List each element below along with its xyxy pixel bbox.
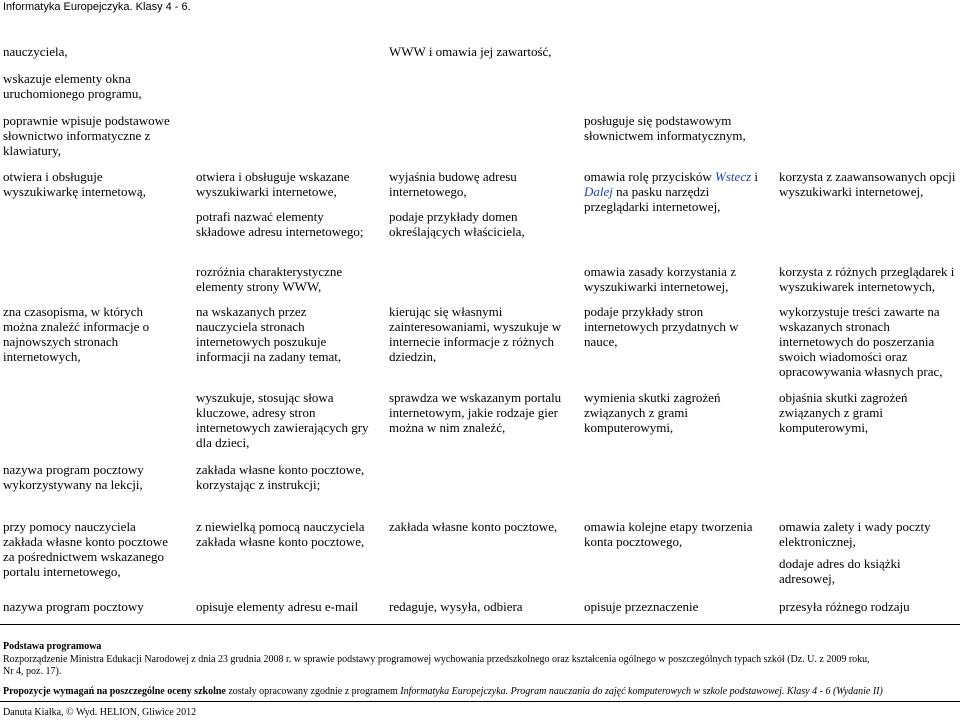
document-header: Informatyka Europejczyka. Klasy 4 - 6.	[3, 1, 191, 13]
req-col3-3: podaje przykłady domen określających właściciela,	[389, 209, 525, 239]
req-col2-7: z niewielką pomocą nauczyciela zakłada własne konto pocztowe,	[196, 519, 365, 549]
footer-regulation-2: Nr 4, poz. 17).	[3, 666, 62, 677]
req-col3-7: redaguje, wysyła, odbiera	[389, 599, 523, 614]
req-col1-2: wskazuje elementy okna uruchomionego programu,	[3, 71, 142, 101]
req-col1-5: zna czasopisma, w których można znaleźć informacje o najnowszych stronach internetowych,	[3, 304, 150, 364]
req-col4-2-post: na pasku narzędzi przeglądarki internetowej,	[584, 184, 721, 214]
req-col5-7: przesyła różnego rodzaju	[779, 599, 910, 614]
req-col1-3: poprawnie wpisuje podstawowe słownictwo informatyczne z klawiatury,	[3, 113, 170, 158]
req-col2-1: otwiera i obsługuje wskazane wyszukiwarki internetowe,	[196, 169, 350, 199]
req-col4-6: omawia kolejne etapy tworzenia konta pocztowego,	[584, 519, 753, 549]
req-col1-4: otwiera i obsługuje wyszukiwarkę internetową,	[3, 169, 146, 199]
req-col4-4: podaje przykłady stron internetowych przydatnych w nauce,	[584, 304, 739, 349]
req-col1-1: nauczyciela,	[3, 44, 68, 59]
req-col2-4: na wskazanych przez nauczyciela stronach internetowych poszukuje informacji na zadany temat,	[196, 304, 342, 364]
req-col5-3: wykorzystuje treści zawarte na wskazanych stronach internetowych do poszerzania swoich wiadomości oraz opracowywania własnych prac,	[779, 304, 943, 379]
footer-publisher: Danuta Kiałka, © Wyd. HELION, Gliwice 2012	[3, 707, 197, 718]
req-col1-8: nazywa program pocztowy	[3, 599, 144, 614]
footer-divider	[0, 624, 960, 625]
req-col3-5: sprawdza we wskazanym portalu internetowym, jakie rodzaje gier można w nim znaleźć,	[389, 390, 562, 435]
footer-proposal: Propozycje wymagań na poszczególne oceny szkolne zostały opracowany zgodnie z programem Informatyka Europejczyka. Program nauczania do zajęć komputerowych w szkole podstawowej. Klasy 4 - 6 (Wydanie II)	[3, 686, 883, 697]
req-col5-2: korzysta z różnych przeglądarek i wyszukiwarek internetowych,	[779, 264, 955, 294]
req-col4-2-mid: i	[751, 169, 759, 184]
footer-heading: Podstawa programowa	[3, 641, 102, 652]
req-col2-3: rozróżnia charakterystyczne elementy strony WWW,	[196, 264, 343, 294]
wstecz-label: Wstecz	[715, 169, 752, 184]
req-col3-6: zakłada własne konto pocztowe,	[389, 519, 558, 534]
dalej-label: Dalej	[584, 184, 613, 199]
footer-divider-2	[0, 701, 960, 702]
req-col2-8: opisuje elementy adresu e-mail	[196, 599, 359, 614]
req-col4-2	[584, 169, 764, 214]
req-col4-3: omawia zasady korzystania z wyszukiwarki internetowej,	[584, 264, 736, 294]
req-col1-7: przy pomocy nauczyciela zakłada własne konto pocztowe za pośrednictwem wskazanego portalu internetowego,	[3, 519, 168, 579]
req-col4-1: posługuje się podstawowym słownictwem informatycznym,	[584, 113, 746, 143]
footer-regulation: Rozporządzenie Ministra Edukacji Narodowej z dnia 23 grudnia 2008 r. w sprawie podstawy programowej wychowania przedszkolnego oraz kształcenia ogólnego w poszczególnych typach szkół (Dz. U. z 2009 roku,	[3, 654, 870, 665]
req-col4-5: wymienia skutki zagrożeń związanych z grami komputerowymi,	[584, 390, 721, 435]
req-col5-4: objaśnia skutki zagrożeń związanych z grami komputerowymi,	[779, 390, 908, 435]
req-col3-4: kierując się własnymi zainteresowaniami, wyszukuje w internecie informacje z różnych dziedzin,	[389, 304, 562, 364]
req-col1-6: nazywa program pocztowy wykorzystywany na lekcji,	[3, 462, 144, 492]
req-col5-6: dodaje adres do książki adresowej,	[779, 556, 901, 586]
req-col2-6: zakłada własne konto pocztowe, korzystając z instrukcji;	[196, 462, 365, 492]
req-col5-1: korzysta z zaawansowanych opcji wyszukiwarki internetowej,	[779, 169, 956, 199]
req-col3-1: WWW i omawia jej zawartość,	[389, 44, 552, 59]
req-col4-2-pre: omawia rolę przycisków	[584, 169, 716, 184]
req-col2-2: potrafi nazwać elementy składowe adresu internetowego;	[196, 209, 364, 239]
req-col2-5: wyszukuje, stosując słowa kluczowe, adresy stron internetowych zawierających gry dla dzieci,	[196, 390, 369, 450]
req-col3-2: wyjaśnia budowę adresu internetowego,	[389, 169, 517, 199]
req-col5-5: omawia zalety i wady poczty elektronicznej,	[779, 519, 931, 549]
req-col4-7: opisuje przeznaczenie	[584, 599, 699, 614]
